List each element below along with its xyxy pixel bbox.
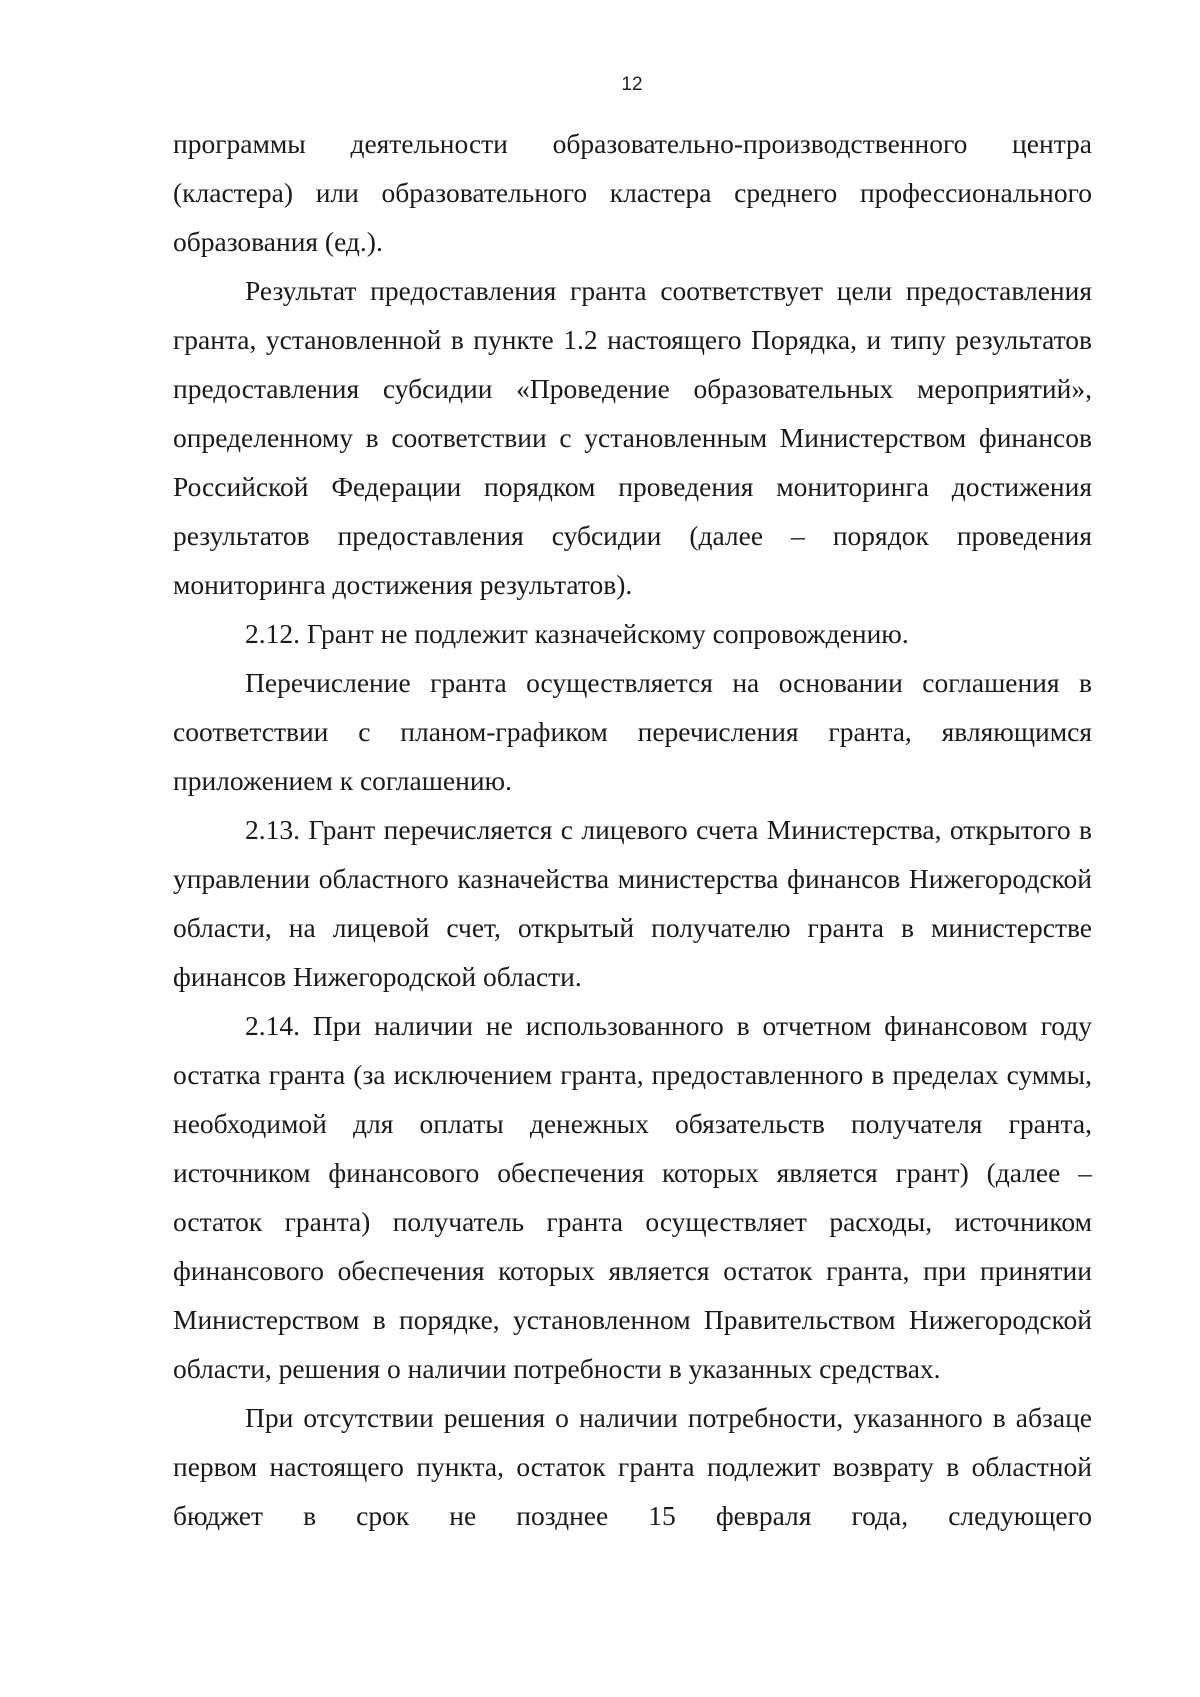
paragraph-grant-result: Результат предоставления гранта соответствует цели предоставления гранта, установленной в пункте 1.2 настоящего Порядка, и типу результатов предоставления субсидии «Проведение образовательных мероприятий», определенному в соответствии с установленным Министерством финансов Российской Федерации порядком проведения мониторинга достижения результатов предоставления субсидии (далее – порядок проведения мониторинга достижения результатов). bbox=[173, 275, 1092, 600]
paragraph-continuation: программы деятельности образовательно-производственного центра (кластера) или образовательного кластера среднего профессионального образования (ед.). bbox=[173, 128, 1092, 257]
paragraph-grant-transfer: Перечисление гранта осуществляется на основании соглашения в соответствии с планом-графиком перечисления гранта, являющимся приложением к соглашению. bbox=[173, 667, 1092, 796]
paragraph-2-12: 2.12. Грант не подлежит казначейскому сопровождению. bbox=[245, 618, 909, 649]
paragraph-grant-return: При отсутствии решения о наличии потребности, указанного в абзаце первом настоящего пункта, остаток гранта подлежит возврату в областной бюджет в срок не позднее 15 февраля года, следующего bbox=[173, 1402, 1092, 1531]
paragraph-2-14: 2.14. При наличии не использованного в отчетном финансовом году остатка гранта (за исключением гранта, предоставленного в пределах суммы, необходимой для оплаты денежных обязательств получателя гранта, источником финансового обеспечения которых является грант) (далее – остаток гранта) получатель гранта осуществляет расходы, источником финансового обеспечения которых является остаток гранта, при принятии Министерством в порядке, установленном Правительством Нижегородской области, решения о наличии потребности в указанных средствах. bbox=[173, 1010, 1092, 1384]
page-number: 12 bbox=[621, 74, 643, 95]
paragraph-2-13: 2.13. Грант перечисляется с лицевого счета Министерства, открытого в управлении областного казначейства министерства финансов Нижегородской области, на лицевой счет, открытый получателю гранта в министерстве финансов Нижегородской области. bbox=[173, 814, 1092, 992]
document-body bbox=[173, 119, 1092, 1540]
